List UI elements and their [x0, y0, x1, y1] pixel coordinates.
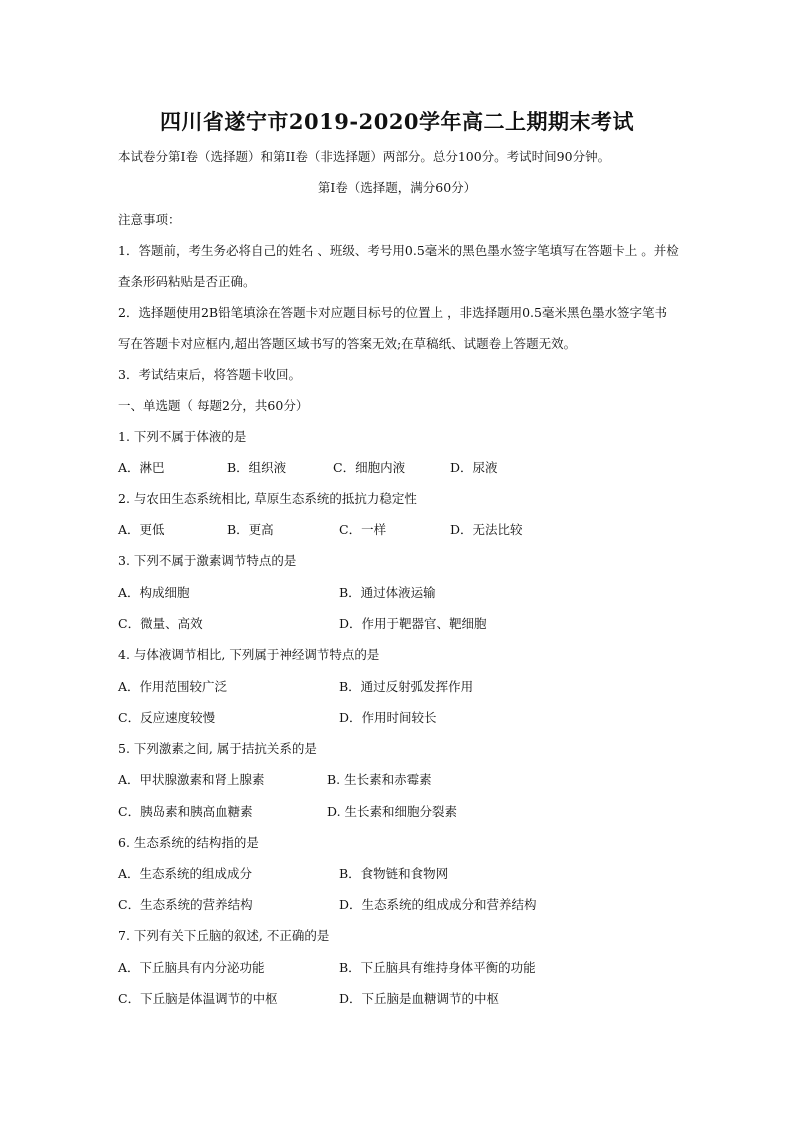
- answer-option: C．微量、高效: [118, 616, 203, 631]
- question-stem: 2. 与农田生态系统相比, 草原生态系统的抵抗力稳定性: [118, 491, 417, 506]
- answer-option: A．更低: [118, 522, 165, 537]
- answer-option: A．构成细胞: [118, 585, 190, 600]
- answer-option: A．甲状腺激素和肾上腺素: [118, 772, 265, 787]
- exam-title: 四川省遂宁市2019-2020学年高二上期期末考试: [159, 109, 635, 134]
- question-stem: 1. 下列不属于体液的是: [118, 429, 247, 444]
- notes-heading: 注意事项：: [118, 212, 181, 227]
- answer-option: C．反应速度较慢: [118, 710, 216, 725]
- answer-option: C．胰岛素和胰高血糖素: [118, 804, 253, 819]
- answer-option: D．尿液: [450, 460, 498, 475]
- answer-option: D．下丘脑是血糖调节的中枢: [339, 991, 500, 1006]
- answer-option: B．食物链和食物网: [339, 866, 449, 881]
- answer-option: D．作用时间较长: [339, 710, 437, 725]
- answer-option: B．下丘脑具有维持身体平衡的功能: [339, 960, 536, 975]
- answer-option: A．作用范围较广泛: [118, 679, 228, 694]
- question-stem: 4. 与体液调节相比, 下列属于神经调节特点的是: [118, 647, 380, 662]
- answer-option: A．生态系统的组成成分: [118, 866, 253, 881]
- note-line: 写在答题卡对应框内,超出答题区域书写的答案无效;在草稿纸、试题卷上答题无效。: [118, 336, 577, 351]
- answer-option: C．细胞内液: [333, 460, 406, 475]
- question-stem: 3. 下列不属于激素调节特点的是: [118, 553, 297, 568]
- note-line: 3．考试结束后，将答题卡收回。: [118, 367, 301, 382]
- note-line: 查条形码粘贴是否正确。: [118, 274, 256, 289]
- answer-option: D．无法比较: [450, 522, 523, 537]
- note-line: 2．选择题使用2B铅笔填涂在答题卡对应题目标号的位置上 ，非选择题用0.5毫米黑色墨水签字笔书: [118, 305, 667, 320]
- answer-option: D．作用于靶器官、靶细胞: [339, 616, 487, 631]
- answer-option: B．通过反射弧发挥作用: [339, 679, 474, 694]
- answer-option: A．淋巴: [118, 460, 165, 475]
- answer-option: D. 生长素和细胞分裂素: [327, 804, 458, 819]
- answer-option: C．生态系统的营养结构: [118, 897, 253, 912]
- intro-text: 本试卷分第I卷（选择题）和第II卷（非选择题）两部分。总分100分。考试时间90分钟。: [118, 149, 611, 164]
- answer-option: A．下丘脑具有内分泌功能: [118, 960, 265, 975]
- answer-option: D．生态系统的组成成分和营养结构: [339, 897, 537, 912]
- answer-option: B. 生长素和赤霉素: [327, 772, 432, 787]
- part1-heading: 第I卷（选择题，满分60分）: [317, 180, 477, 195]
- question-stem: 7. 下列有关下丘脑的叙述, 不正确的是: [118, 928, 330, 943]
- question-stem: 6. 生态系统的结构指的是: [118, 835, 259, 850]
- note-line: 1．答题前，考生务必将自己的姓名 、班级、考号用0.5毫米的黑色墨水签字笔填写在答题卡上 。并检: [118, 243, 679, 258]
- answer-option: C．一样: [339, 522, 387, 537]
- answer-option: B．组织液: [227, 460, 287, 475]
- question-stem: 5. 下列激素之间, 属于拮抗关系的是: [118, 741, 317, 756]
- answer-option: B．通过体液运输: [339, 585, 436, 600]
- answer-option: B．更高: [227, 522, 274, 537]
- answer-option: C．下丘脑是体温调节的中枢: [118, 991, 278, 1006]
- section-heading: 一、单选题（ 每题2分，共60分）: [118, 398, 309, 413]
